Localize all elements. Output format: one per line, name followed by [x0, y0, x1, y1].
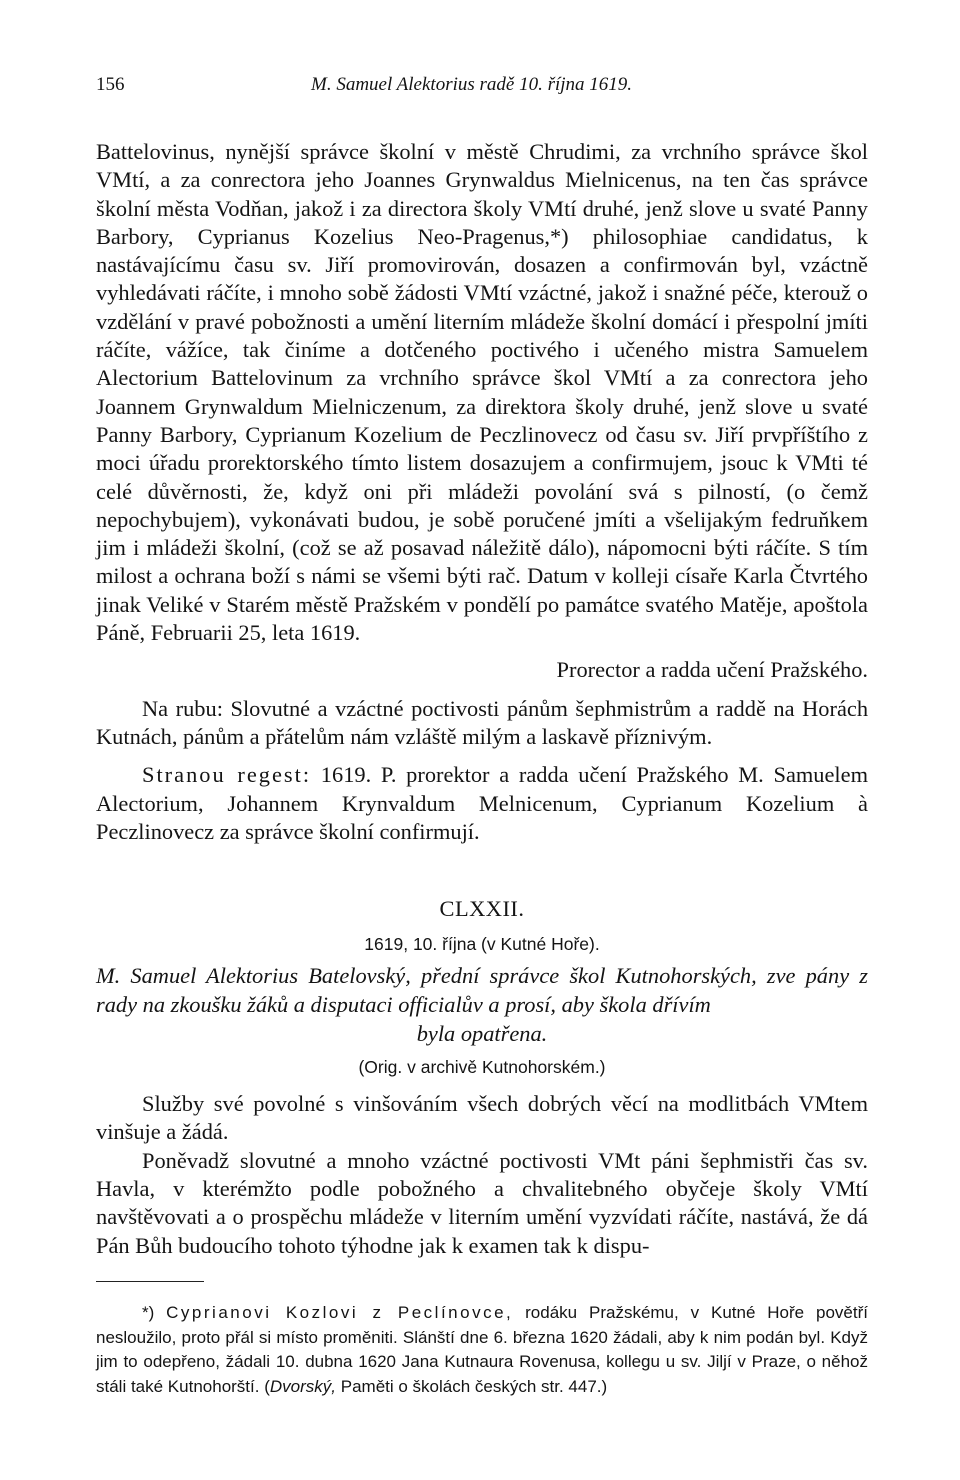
document-source: (Orig. v archivě Kutnohorském.): [358, 1057, 606, 1078]
footnote-text: rodáku Pražskému, v Kutné Hoře povětří nesloužilo, proto přál si místo proměniti. Slánští dne 6. března 1620 žádali, aby k nim podán byl. Když jim to odepřeno, žádali 10. dubna 1620 Jana Kutnaura Rovenusa, kollegu u sv. Jiljí v Praze, o něhož stáli také Kutnohorští. (: [96, 1302, 868, 1396]
regest-note: [96, 761, 868, 846]
summary-text: M. Samuel Alektorius Batelovský, přední správce škol Kutnohorských, zve pány z rady na zkoušku žáků a disputaci officialův a prosí, aby škola dřívím: [96, 963, 868, 1018]
footnote-cite-author: Dvorský,: [269, 1376, 336, 1396]
letter-paragraph-2: Poněvadž slovutné a mnoho vzáctné poctivosti VMt páni šephmistři čas sv. Havla, v kterémžto podle pobožného a chvalitebného obyčeje školy VMtí navštěvovati a o prospěchu mládeže v literním umění vyzvídati ráčíte, nastává, že dá Pán Bůh budoucího tohoto týhodne jak k examen tak k dispu-: [96, 1147, 868, 1258]
footnote-rule: [96, 1281, 204, 1282]
footnote: [96, 1301, 868, 1399]
endorsement-note: [96, 695, 868, 752]
signature: Prorector a radda učení Pražského.: [556, 657, 868, 683]
footnote-cite-rest: Paměti o školách českých str. 447.): [340, 1376, 608, 1396]
letter-body: [96, 1090, 868, 1260]
regest-label: Stranou regest:: [142, 762, 312, 788]
endorsement-label: Na rubu:: [142, 695, 223, 721]
running-header: [96, 74, 868, 102]
document-date: 1619, 10. října (v Kutné Hoře).: [364, 934, 600, 955]
page-number: 156: [96, 74, 125, 95]
previous-document-continuation: [96, 138, 868, 846]
document-number: CLXXII.: [439, 896, 525, 922]
letter-paragraph-1: Služby své povolné s vinšováním všech dobrých věcí na modlitbách VMtem vinšuje a žádá.: [96, 1091, 868, 1145]
footnote-marker: *): [142, 1302, 155, 1322]
summary-last-line: byla opatřena.: [416, 1021, 548, 1047]
regest-text: 1619. P. prorektor a radda učení Pražského M. Samuelem Alectorium, Johannem Krynvaldum Melnicenum, Cyprianum Kozelium à Peczlinovecz za správce školní confirmují.: [96, 762, 869, 844]
page: [96, 74, 868, 1399]
document-summary: [96, 961, 868, 1048]
endorsement-text: Slovutné a vzáctné poctivosti pánům šephmistrům a raddě na Horách Kutnách, pánům a přátelům nám vzláště milým a laskavě příznivým.: [96, 695, 869, 749]
footnote-name: Cyprianovi Kozlovi z Peclínovce,: [166, 1302, 514, 1322]
running-title: M. Samuel Alektorius radě 10. října 1619.: [311, 74, 633, 95]
continuation-paragraph: Battelovinus, nynější správce školní v městě Chrudimi, za vrchního správce škol VMtí, a za conrectora jeho Joannes Grynwaldus Mielnicenus, na ten čas správce školní města Vodňan, jakož i za directora školy VMtí druhé, jenž slove u svaté Panny Barbory, Cyprianus Kozelius Neo-Pragenus,*) philosophiae candidatus, k nastávajícímu času sv. Jiří promovirován, dosazen a confirmován byl, vzáctně vyhledávati ráčíte, i mnoho sobě žádosti VMtí vzáctné, jakož i snažné péče, kterouž o vzdělání v pravé pobožnosti a umění literním mládeže školní domácí i přespolní jmíti ráčíte, vážíce, tak činíme a dotčeného poctivého i učeného mistra Samuelem Alectorium Battelovinum za vrchního správce škol VMtí a za conrectora jeho Joannem Grynwaldum Mielniczenum, za direktora školy druhé, jenž slove u svaté Panny Barbory, Cyprianum Kozelium de Peczlinovecz od času sv. Jiří prvpříštího z moci úřadu prorektorského tímto listem dosazujem a confirmujem, jsouc k VMti té celé důvěrnosti, že, když oni při mládeži povolání svá s pilností, (o čemž nepochybujem), vykonávati budou, je sobě poručené jmíti a všelijakým fedruňkem jim i mládeži školní, (což se až posavad náležitě dálo), nápomocni býti ráčíte. S tím milost a ochrana boží s námi se všemi býti rač. Datum v kolleji císaře Karla Čtvrtého jinak Veliké v Starém městě Pražském v pondělí po památce svatého Matěje, apoštola Páně, Februarii 25, leta 1619.: [96, 139, 868, 646]
